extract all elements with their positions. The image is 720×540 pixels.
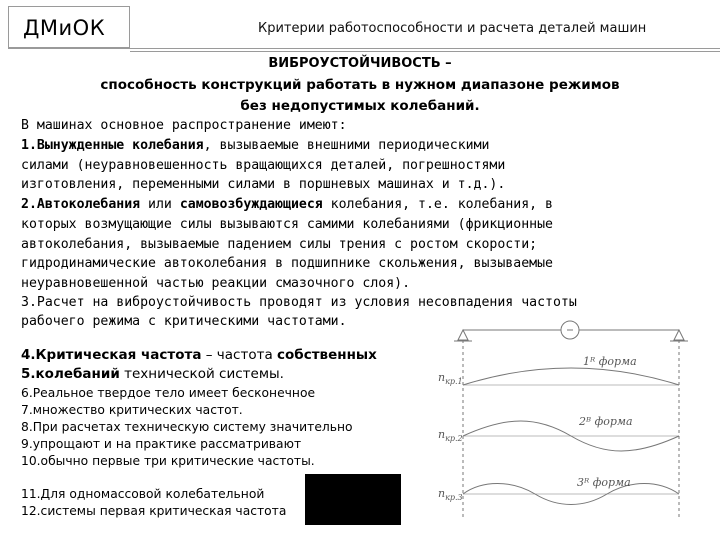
- item-1-text: , вызываемые внешними периодическими: [203, 138, 490, 153]
- critical-frequency-2-label: $n_{кр.2}$: [438, 428, 463, 443]
- item-8: 8.При расчетах техническую систему значительно: [21, 420, 353, 434]
- item-10: 10.обычно первые три критические частоты.: [21, 454, 315, 468]
- mode-1-label: 1ᴿ форма: [583, 355, 637, 368]
- item-11: 11.Для одномассовой колебательной: [21, 487, 265, 501]
- left-support-icon: [458, 330, 468, 340]
- critical-frequency-3-label: $n_{кр.3}$: [438, 487, 463, 502]
- body-intro: В машинах основное распространение имеют:: [21, 118, 347, 133]
- item-5-text: технической системы.: [119, 366, 284, 382]
- headline-definition-end: без недопустимых колебаний.: [240, 98, 480, 114]
- item-3-line-2: рабочего режима с критическими частотами.: [21, 314, 347, 329]
- header-rule-thin: [130, 51, 720, 52]
- redaction-box: [305, 474, 401, 525]
- mode-2-label: 2ᴮ форма: [579, 415, 633, 428]
- item-4-text: – частота: [201, 347, 278, 363]
- item-2: [21, 197, 553, 212]
- item-1-number: 1.: [21, 138, 37, 153]
- item-2-line-4: гидродинамические автоколебания в подшипнике скольжения, вызываемые: [21, 256, 553, 271]
- item-2-or: или: [140, 197, 180, 212]
- item-1-line-2: силами (неуравновешенность вращающихся деталей, погрешностями: [21, 158, 506, 173]
- item-12: 12.системы первая критическая частота: [21, 504, 287, 518]
- item-7: 7.множество критических частот.: [21, 403, 243, 417]
- logo-box: [8, 6, 130, 48]
- critical-frequency-1-label: $n_{кр.1}$: [438, 371, 463, 386]
- item-9: 9.упрощают и на практике рассматривают: [21, 437, 302, 451]
- mode-shapes-figure: [437, 308, 700, 526]
- item-2-term-2: самовозбуждающиеся: [179, 197, 323, 212]
- item-1: [21, 138, 489, 153]
- item-1-term: Вынужденные колебания: [36, 138, 204, 153]
- item-6: 6.Реальное твердое тело имеет бесконечное: [21, 386, 316, 400]
- page-title: Критерии работоспособности и расчета деталей машин: [258, 21, 647, 36]
- header-rule: [8, 48, 720, 49]
- item-2-text: колебания, т.е. колебания, в: [322, 197, 553, 212]
- mode-1-curve: [463, 368, 679, 385]
- item-5-term: 5.колебаний: [21, 366, 120, 382]
- mode-3-label: 3ᴿ форма: [577, 476, 631, 489]
- right-support-icon: [674, 330, 684, 340]
- logo: ДМиОК: [23, 16, 106, 40]
- item-4-term-2: собственных: [277, 347, 377, 363]
- item-2-number: 2.: [21, 197, 37, 212]
- item-4: [21, 347, 377, 363]
- item-2-line-3: автоколебания, вызываемые падением силы трения с ростом скорости;: [21, 237, 538, 252]
- header: [0, 0, 720, 52]
- item-1-line-3: изготовления, переменными силами в поршневых машинах и т.д.).: [21, 177, 506, 192]
- item-2-term: Автоколебания: [36, 197, 141, 212]
- item-2-line-5: неуравновешенной частью реакции смазочного слоя).: [21, 276, 411, 291]
- headline-term: ВИБРОУСТОЙЧИВОСТЬ –: [268, 56, 452, 71]
- item-3: 3.Расчет на виброустойчивость проводят из условия несовпадения частоты: [21, 295, 577, 310]
- item-5: [21, 366, 284, 382]
- item-4-term: 4.Критическая частота: [21, 347, 202, 363]
- headline-definition: способность конструкций работать в нужном диапазоне режимов: [100, 77, 620, 93]
- item-2-line-2: которых возмущающие силы вызываются самими колебаниями (фрикционные: [21, 217, 553, 232]
